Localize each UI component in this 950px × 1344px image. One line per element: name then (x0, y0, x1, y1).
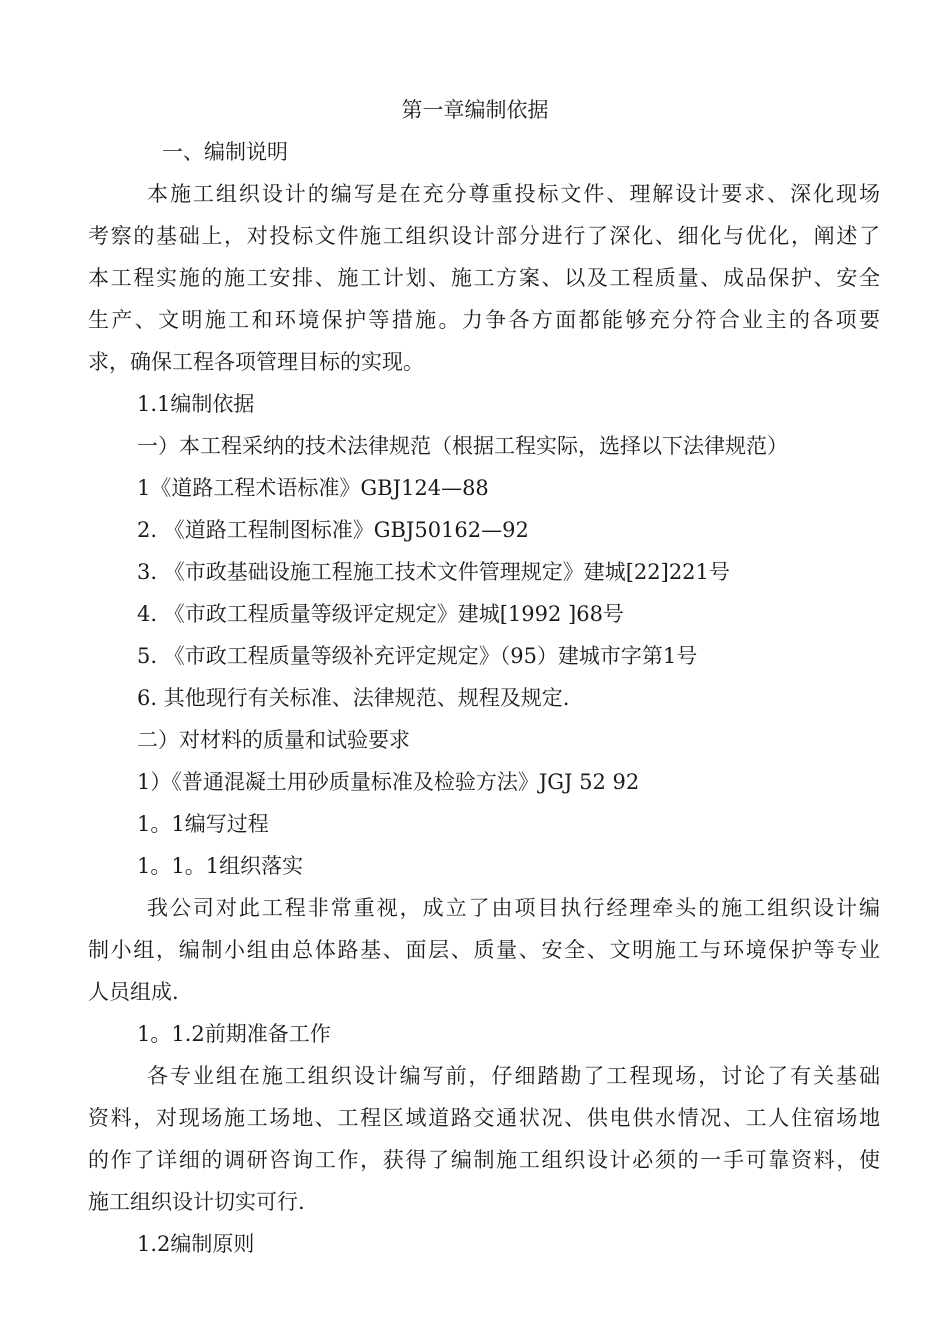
paragraph-line: 制小组，编制小组由总体路基、面层、质量、安全、文明施工与环境保护等专业 (88, 938, 880, 962)
process-heading: 1。1编写过程 (137, 812, 269, 836)
list-item: 4. 《市政工程质量等级评定规定》建城[1992 ]68号 (137, 602, 624, 626)
laws-heading: 一）本工程采纳的技术法律规范（根据工程实际，选择以下法律规范） (137, 434, 788, 458)
list-item: 5. 《市政工程质量等级补充评定规定》（95）建城市字第1号 (137, 644, 698, 668)
org-heading: 1。1。1组织落实 (137, 854, 304, 878)
materials-heading: 二）对材料的质量和试验要求 (137, 728, 410, 752)
chapter-title: 第一章编制依据 (401, 98, 549, 122)
list-item: 2. 《道路工程制图标准》GBJ50162—92 (137, 518, 529, 542)
section-heading-basis: 1.1编制依据 (137, 392, 255, 416)
paragraph-line: 本施工组织设计的编写是在充分尊重投标文件、理解设计要求、深化现场 (147, 182, 880, 206)
paragraph-line: 我公司对此工程非常重视，成立了由项目执行经理牵头的施工组织设计编 (147, 896, 880, 920)
principles-heading: 1.2编制原则 (137, 1232, 255, 1256)
paragraph-line: 的作了详细的调研咨询工作，获得了编制施工组织设计必须的一手可靠资料，使 (88, 1148, 880, 1172)
section-heading-description: 一、编制说明 (162, 140, 288, 164)
list-item: 6. 其他现行有关标准、法律规范、规程及规定. (137, 686, 570, 710)
paragraph-line: 各专业组在施工组织设计编写前，仔细踏勘了工程现场，讨论了有关基础 (147, 1064, 880, 1088)
paragraph-line: 考察的基础上，对投标文件施工组织设计部分进行了深化、细化与优化，阐述了 (88, 224, 880, 248)
paragraph-line: 资料，对现场施工场地、工程区域道路交通状况、供电供水情况、工人住宿场地 (88, 1106, 880, 1130)
paragraph-line: 求，确保工程各项管理目标的实现。 (88, 350, 424, 374)
materials-item: 1）《普通混凝土用砂质量标准及检验方法》JGJ 52 92 (137, 770, 640, 794)
list-item: 3. 《市政基础设施工程施工技术文件管理规定》建城[22]221号 (137, 560, 730, 584)
list-item: 1《道路工程术语标准》GBJ124—88 (137, 476, 489, 500)
prep-heading: 1。1.2前期准备工作 (137, 1022, 331, 1046)
paragraph-line: 人员组成. (88, 980, 179, 1004)
paragraph-line: 施工组织设计切实可行. (88, 1190, 305, 1214)
paragraph-line: 生产、文明施工和环境保护等措施。力争各方面都能够充分符合业主的各项要 (88, 308, 880, 332)
paragraph-line: 本工程实施的施工安排、施工计划、施工方案、以及工程质量、成品保护、安全 (88, 266, 880, 290)
